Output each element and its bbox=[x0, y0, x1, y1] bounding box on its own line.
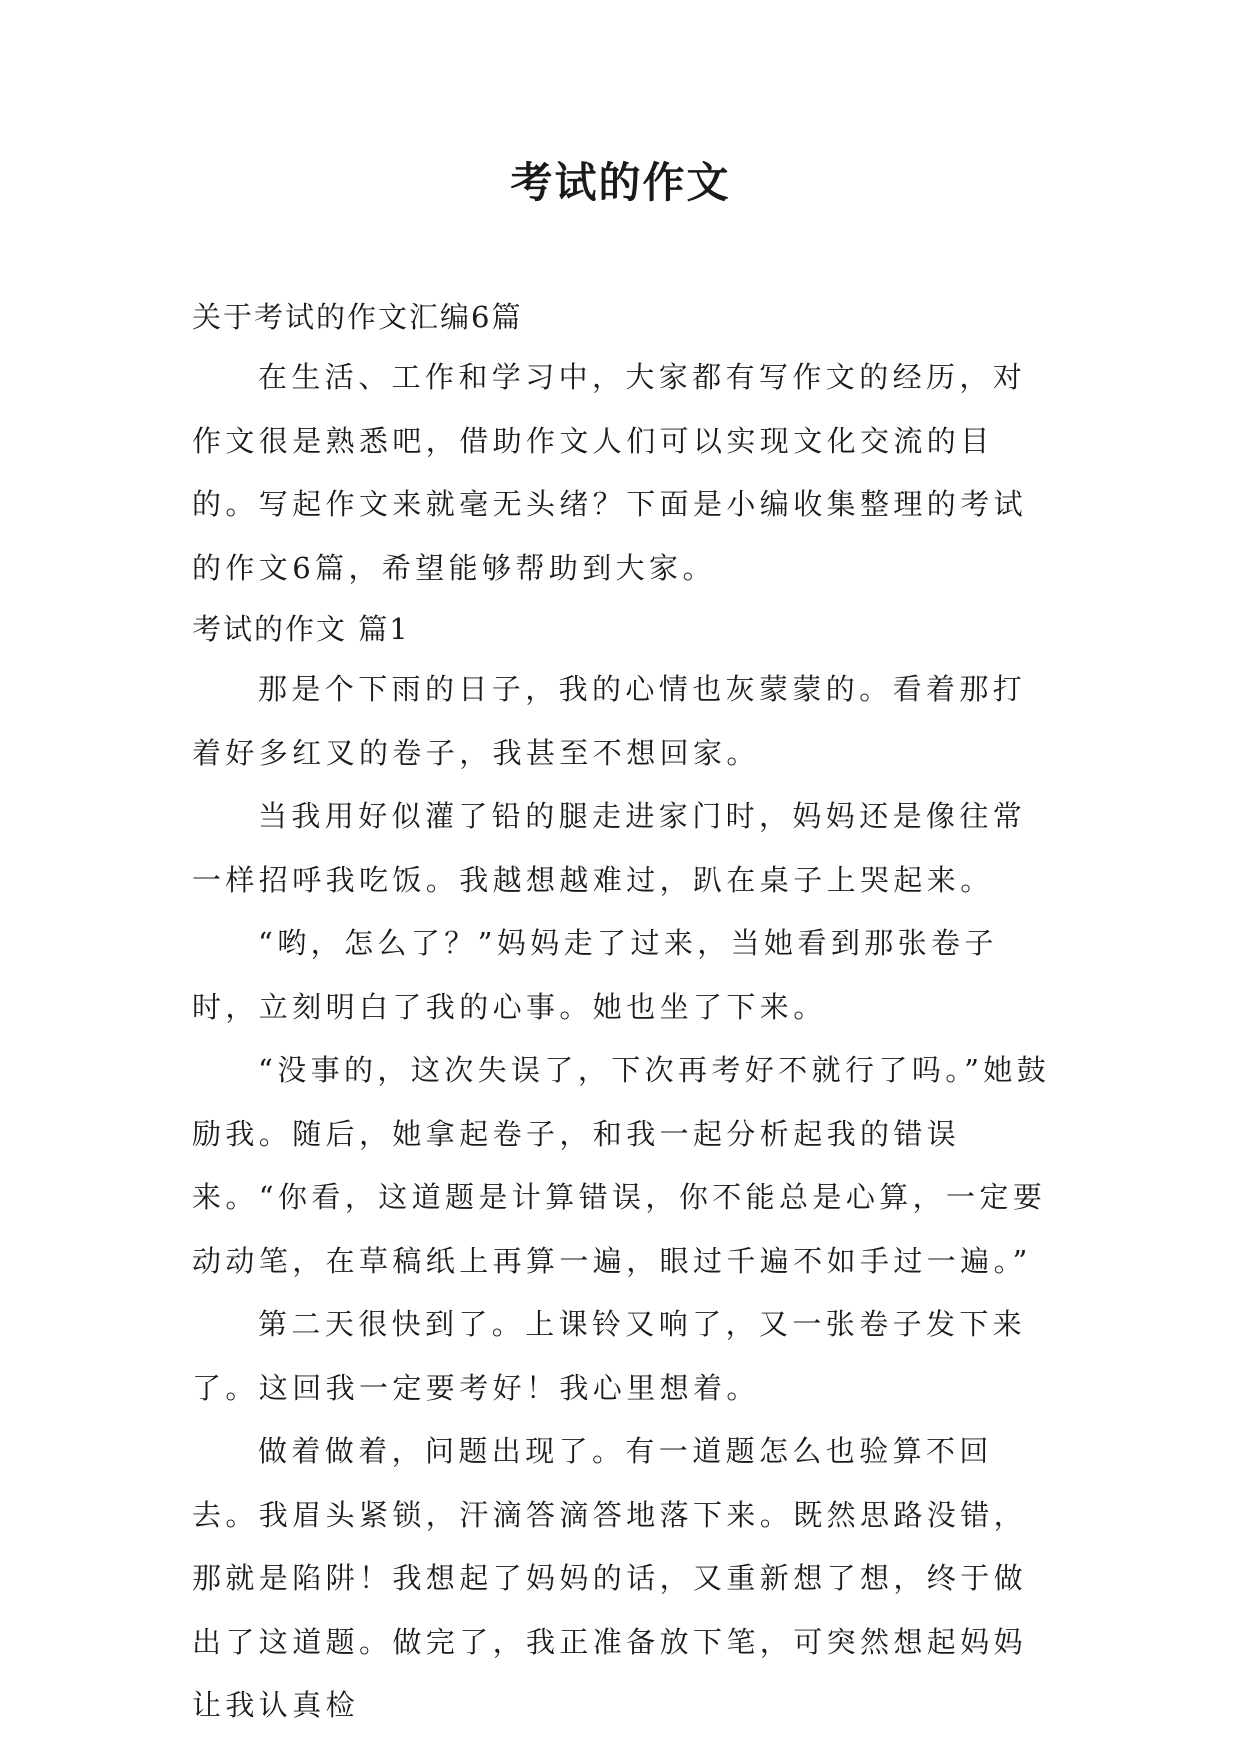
body-paragraph: 做着做着，问题出现了。有一道题怎么也验算不回去。我眉头紧锁，汗滴答滴答地落下来。既然思路没错，那就是陷阱！我想起了妈妈的话，又重新想了想，终于做出了这道题。做完了，我正准备放下笔，可突然想起妈妈让我认真检 bbox=[192, 1434, 1028, 1722]
body-paragraph: 第二天很快到了。上课铃又响了，又一张卷子发下来了。这回我一定要考好！我心里想着。 bbox=[192, 1307, 1027, 1405]
section-heading: 考试的作文 篇1 bbox=[192, 612, 410, 646]
collection-subtitle: 关于考试的作文汇编6篇 bbox=[192, 300, 523, 334]
body-paragraph: 那是个下雨的日子，我的心情也灰蒙蒙的。看着那打着好多红叉的卷子，我甚至不想回家。 bbox=[192, 672, 1027, 770]
intro-paragraph: 在生活、工作和学习中，大家都有写作文的经历，对作文很是熟悉吧，借助作文人们可以实现文化交流的目的。写起作文来就毫无头绪？下面是小编收集整理的考试的作文6篇，希望能够帮助到大家。 bbox=[192, 360, 1028, 585]
body-paragraph: “没事的，这次失误了，下次再考好不就行了吗。”她鼓励我。随后，她拿起卷子，和我一起分析起我的错误来。“你看，这道题是计算错误，你不能总是心算，一定要动动笔，在草稿纸上再算一遍，眼过千遍不如手过一遍。” bbox=[192, 1053, 1051, 1278]
body-paragraph: 当我用好似灌了铅的腿走进家门时，妈妈还是像往常一样招呼我吃饭。我越想越难过，趴在桌子上哭起来。 bbox=[192, 799, 1027, 897]
body-paragraph: “哟，怎么了？”妈妈走了过来，当她看到那张卷子时，立刻明白了我的心事。她也坐了下来。 bbox=[192, 926, 998, 1024]
document-title: 考试的作文 bbox=[510, 158, 731, 207]
document-body bbox=[192, 288, 1052, 1738]
